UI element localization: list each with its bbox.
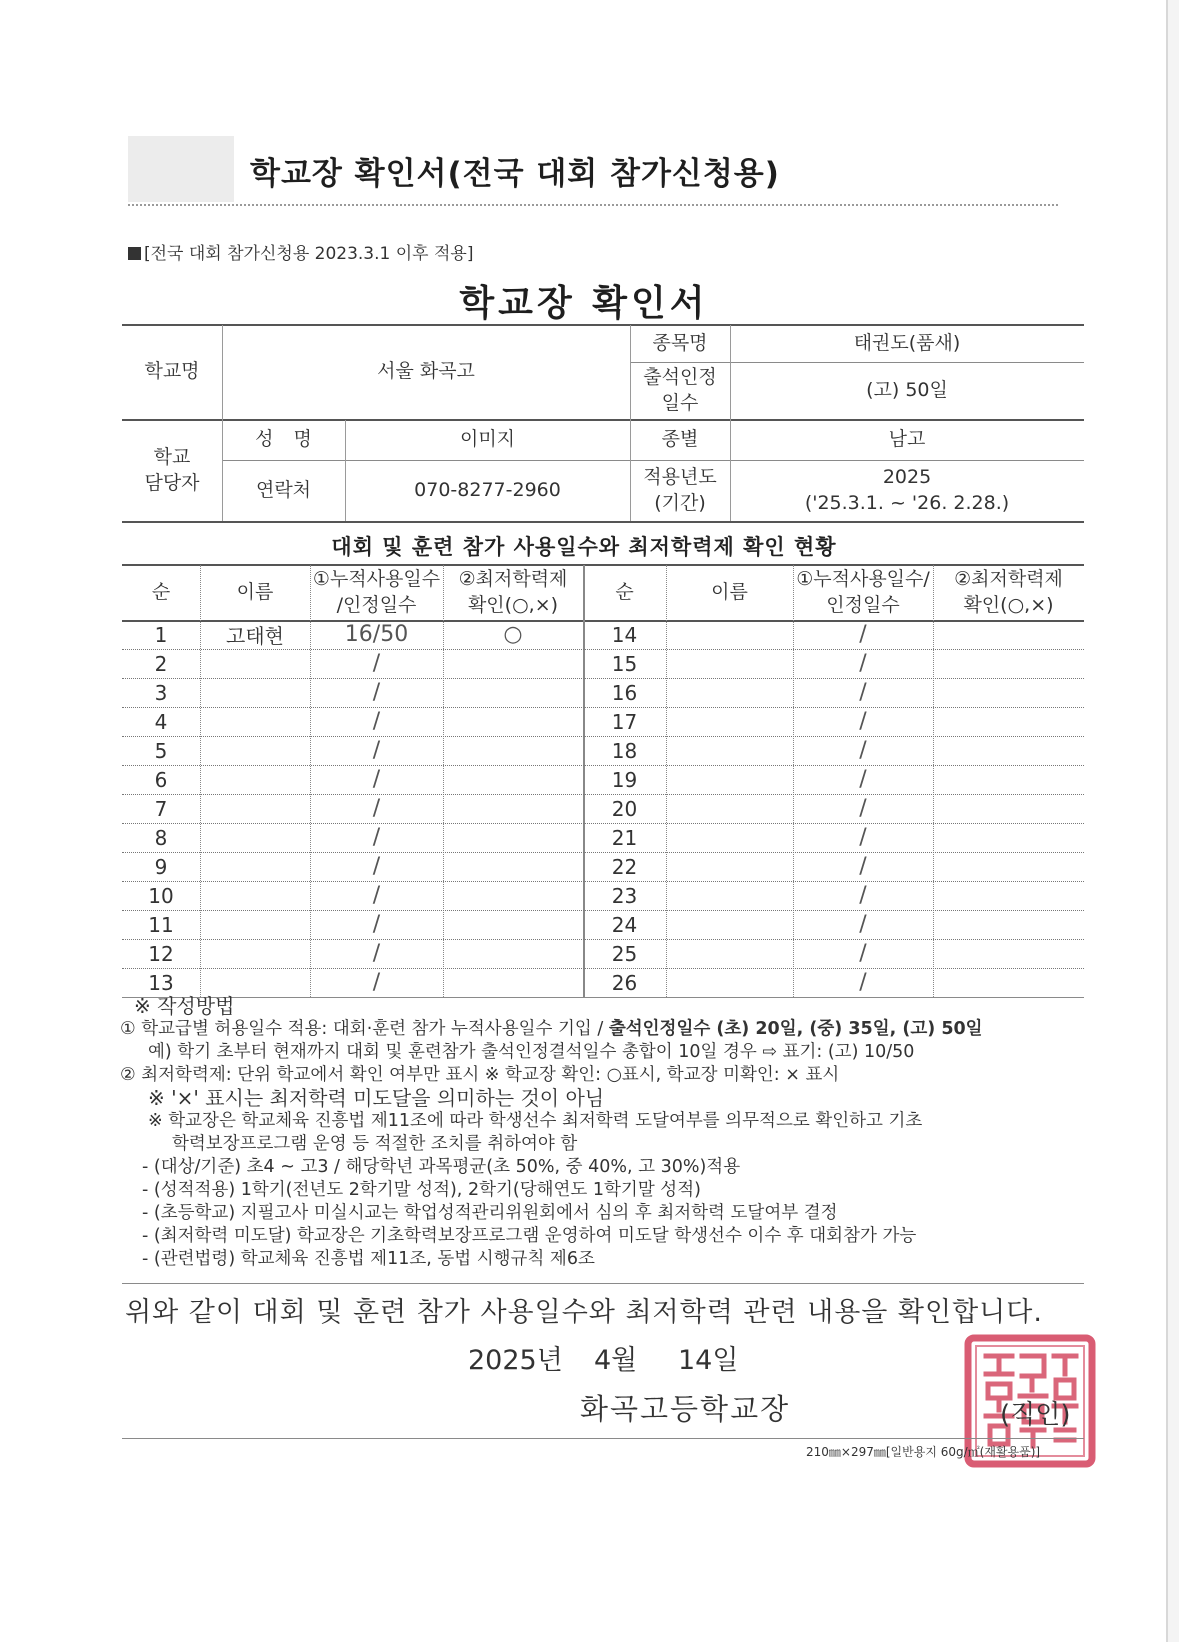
cell-min-right <box>933 968 1084 997</box>
header-name-right: 이름 <box>711 580 748 603</box>
cell-name-right <box>666 794 793 823</box>
cell-name-right <box>666 736 793 765</box>
cell-no-right: 16 <box>611 680 638 705</box>
cell-no-right: 25 <box>611 941 638 966</box>
cell-no-right: 18 <box>611 738 638 763</box>
title-shade <box>128 136 234 202</box>
cell-min-left <box>443 968 583 997</box>
cell-name-right <box>666 823 793 852</box>
cell-min-right <box>933 620 1084 649</box>
cell-no-left: 12 <box>148 941 174 966</box>
section-title: 대회 및 훈련 참가 사용일수와 최저학력제 확인 현황 <box>331 535 837 559</box>
cell-min-right <box>933 939 1084 968</box>
cell-no-right: 21 <box>611 825 638 850</box>
date-day: 14일 <box>678 1345 739 1376</box>
cell-name-right <box>666 910 793 939</box>
guide-item-4: ※ 학교장은 학교체육 진흥법 제11조에 따라 학생선수 최저학력 도달여부를 의무적으로 확인하고 기초 <box>148 1111 923 1131</box>
cell-name-right <box>666 707 793 736</box>
cell-name-right <box>666 939 793 968</box>
year-period: ('25.3.1. ~ '26. 2.28.) <box>804 492 1010 514</box>
cell-min-left: ○ <box>503 622 523 647</box>
cell-min-right <box>933 910 1084 939</box>
cell-no-right: 24 <box>611 912 638 937</box>
cell-no-left: 6 <box>154 767 168 792</box>
cell-no-left: 5 <box>154 738 168 763</box>
name-label: 성 명 <box>255 428 312 451</box>
attendance-value: (고) 50일 <box>866 378 948 401</box>
page-edge <box>1166 0 1168 1642</box>
guide-bullet-5: - (관련법령) 학교체육 진흥법 제11조, 동법 시행규칙 제6조 <box>142 1249 595 1269</box>
gender-label: 종별 <box>661 428 699 451</box>
cell-days-left: 16/50 <box>344 622 409 647</box>
cell-name-left <box>200 910 310 939</box>
cell-days-left: / <box>372 883 381 908</box>
cell-days-right: / <box>859 970 867 995</box>
cell-min-left <box>443 939 583 968</box>
header-days: ①누적사용일수 /인정일수 <box>312 567 441 616</box>
cell-min-left <box>443 678 583 707</box>
school-value: 서울 화곡고 <box>377 360 475 383</box>
cell-name-left <box>200 765 310 794</box>
cell-min-right <box>933 649 1084 678</box>
cell-days-right: / <box>859 854 867 879</box>
contact-label: 연락처 <box>255 479 312 502</box>
notice <box>128 239 473 264</box>
footer-divider <box>122 1438 1084 1439</box>
cell-min-left <box>443 794 583 823</box>
cell-min-right <box>933 794 1084 823</box>
guide-item-2: ② 최저학력제: 단위 학교에서 확인 여부만 표시 ※ 학교장 확인: ○표시, 학교장 미확인: × 표시 <box>120 1065 840 1085</box>
cell-no-left: 10 <box>148 883 174 908</box>
name-value: 이미지 <box>459 428 516 451</box>
cell-days-right: / <box>859 912 867 937</box>
cell-days-right: / <box>859 709 867 734</box>
cell-days-right: / <box>859 651 867 676</box>
cell-days-right: / <box>859 680 867 705</box>
guide-bullet-2: - (성적적용) 1학기(전년도 2학기말 성적), 2학기(당해연도 1학기말 성적) <box>142 1180 701 1200</box>
cell-name-right <box>666 678 793 707</box>
cell-days-right: / <box>859 738 867 763</box>
school-label: 학교명 <box>144 360 200 383</box>
cell-name-left <box>200 939 310 968</box>
header-name: 이름 <box>236 580 274 603</box>
cell-days-right: / <box>859 622 867 647</box>
year-value: 2025 <box>882 466 932 489</box>
cell-no-left: 13 <box>148 970 174 995</box>
guide-heading: ※ 작성방법 <box>134 994 235 1018</box>
header-no-right: 순 <box>615 580 634 603</box>
cell-min-left <box>443 707 583 736</box>
cell-no-left: 11 <box>148 912 174 937</box>
cell-min-left <box>443 765 583 794</box>
cell-no-right: 15 <box>611 651 638 676</box>
guide-bullet-3: - (초등학교) 지필고사 미실시교는 학업성적관리위원회에서 심의 후 최저학력 도달여부 결정 <box>142 1203 838 1223</box>
cell-name-left <box>200 852 310 881</box>
cell-min-right <box>933 765 1084 794</box>
guide-item-1-example: 예) 학기 초부터 현재까지 대회 및 훈련참가 출석인정결석일수 총합이 10일 경우 ⇨ 표기: (고) 10/50 <box>148 1042 915 1062</box>
paper-spec: 210㎜×297㎜[일반용지 60g/㎡(재활용품)] <box>806 1445 1041 1459</box>
cell-name-left <box>200 968 310 997</box>
signer: 화곡고등학교장 <box>580 1392 791 1426</box>
cell-days-left: / <box>372 941 381 966</box>
cell-min-left <box>443 823 583 852</box>
cell-name-left: 고태현 <box>226 624 284 648</box>
sport-value: 태권도(품새) <box>853 331 961 354</box>
cell-no-right: 26 <box>611 970 638 995</box>
square-bullet-icon <box>128 247 141 260</box>
cell-min-left <box>443 649 583 678</box>
cell-min-left <box>443 736 583 765</box>
cell-no-left: 4 <box>154 709 168 734</box>
main-title: 학교장 확인서(전국 대회 참가신청용) <box>250 156 780 192</box>
document-title: 학교장 확인서 <box>459 283 709 324</box>
cell-name-left <box>200 794 310 823</box>
guide-item-4-cont: 학력보장프로그램 운영 등 적절한 조치를 취하여야 함 <box>172 1134 578 1154</box>
cell-no-right: 19 <box>611 767 638 792</box>
date-year: 2025년 <box>468 1345 563 1376</box>
cell-no-right: 23 <box>611 883 638 908</box>
guide-bullet-1: - (대상/기준) 초4 ~ 고3 / 해당학년 과목평균(초 50%, 중 40%, 고 30%)적용 <box>142 1157 741 1177</box>
cell-no-left: 8 <box>154 825 168 850</box>
cell-days-right: / <box>859 767 867 792</box>
cell-no-left: 2 <box>154 651 168 676</box>
cell-name-left <box>200 707 310 736</box>
sport-label: 종목명 <box>652 331 708 354</box>
cell-name-left <box>200 823 310 852</box>
guide-bullet-4: - (최저학력 미도달) 학교장은 기초학력보장프로그램 운영하여 미도달 학생선수 이수 후 대회참가 가능 <box>142 1226 917 1246</box>
cell-days-left: / <box>372 912 381 937</box>
staff-label: 학교 담당자 <box>144 445 200 494</box>
notes-divider <box>122 1283 1084 1284</box>
cell-name-left <box>200 678 310 707</box>
year-label: 적용년도 (기간) <box>643 466 717 514</box>
cell-days-left: / <box>372 680 381 705</box>
cell-days-right: / <box>859 796 867 821</box>
cell-name-right <box>666 881 793 910</box>
cell-no-right: 22 <box>611 854 638 879</box>
header-min: ②최저학력제 확인(○,×) <box>458 567 568 616</box>
seal-label: (직인) <box>1000 1400 1071 1430</box>
cell-no-left: 1 <box>154 622 168 647</box>
cell-name-right <box>666 620 793 649</box>
cell-days-right: / <box>859 941 867 966</box>
cell-name-right <box>666 765 793 794</box>
gender-value: 남고 <box>888 428 926 451</box>
cell-days-left: / <box>372 651 381 676</box>
header-days-right: ①누적사용일수/ 인정일수 <box>796 567 930 616</box>
cell-name-left <box>200 736 310 765</box>
cell-days-left: / <box>372 825 381 850</box>
header-no: 순 <box>151 580 171 603</box>
guide-item-3: ※ '×' 표시는 최저학력 미도달을 의미하는 것이 아님 <box>148 1086 605 1110</box>
cell-min-right <box>933 823 1084 852</box>
cell-days-left: / <box>372 854 381 879</box>
cell-name-right <box>666 852 793 881</box>
cell-days-left: / <box>372 796 381 821</box>
guide-item-1: ① 학교급별 허용일수 적용: 대회·훈련 참가 누적사용일수 기입 / 출석인정일수 (초) 20일, (중) 35일, (고) 50일 <box>120 1019 983 1039</box>
cell-no-left: 3 <box>154 680 168 705</box>
writing-guide <box>120 995 1080 1271</box>
cell-name-left <box>200 881 310 910</box>
cell-min-right <box>933 736 1084 765</box>
cell-min-left <box>443 852 583 881</box>
contact-value: 070-8277-2960 <box>414 479 561 502</box>
cell-min-right <box>933 881 1084 910</box>
cell-min-right <box>933 852 1084 881</box>
cell-days-left: / <box>372 738 381 763</box>
closing-statement: 위와 같이 대회 및 훈련 참가 사용일수와 최저학력 관련 내용을 확인합니다. <box>125 1297 1043 1328</box>
cell-min-right <box>933 678 1084 707</box>
cell-days-left: / <box>372 767 381 792</box>
cell-days-right: / <box>859 883 867 908</box>
notice-text: [전국 대회 참가신청용 2023.3.1 이후 적용] <box>144 244 474 264</box>
cell-days-left: / <box>372 970 381 995</box>
cell-min-left <box>443 881 583 910</box>
cell-name-right <box>666 968 793 997</box>
header-min-right: ②최저학력제 확인(○,×) <box>954 567 1063 616</box>
date-month: 4월 <box>594 1345 638 1376</box>
year-cell <box>730 461 1084 521</box>
cell-no-left: 7 <box>154 796 168 821</box>
cell-name-right <box>666 649 793 678</box>
title-underline <box>128 204 1058 206</box>
cell-min-left <box>443 910 583 939</box>
cell-no-right: 20 <box>611 796 638 821</box>
cell-no-right: 17 <box>611 709 638 734</box>
cell-min-right <box>933 707 1084 736</box>
attendance-label: 출석인정 일수 <box>643 365 717 414</box>
cell-name-left <box>200 649 310 678</box>
cell-days-left: / <box>372 709 381 734</box>
cell-days-right: / <box>859 825 867 850</box>
cell-no-left: 9 <box>154 854 168 879</box>
cell-no-right: 14 <box>611 622 638 647</box>
